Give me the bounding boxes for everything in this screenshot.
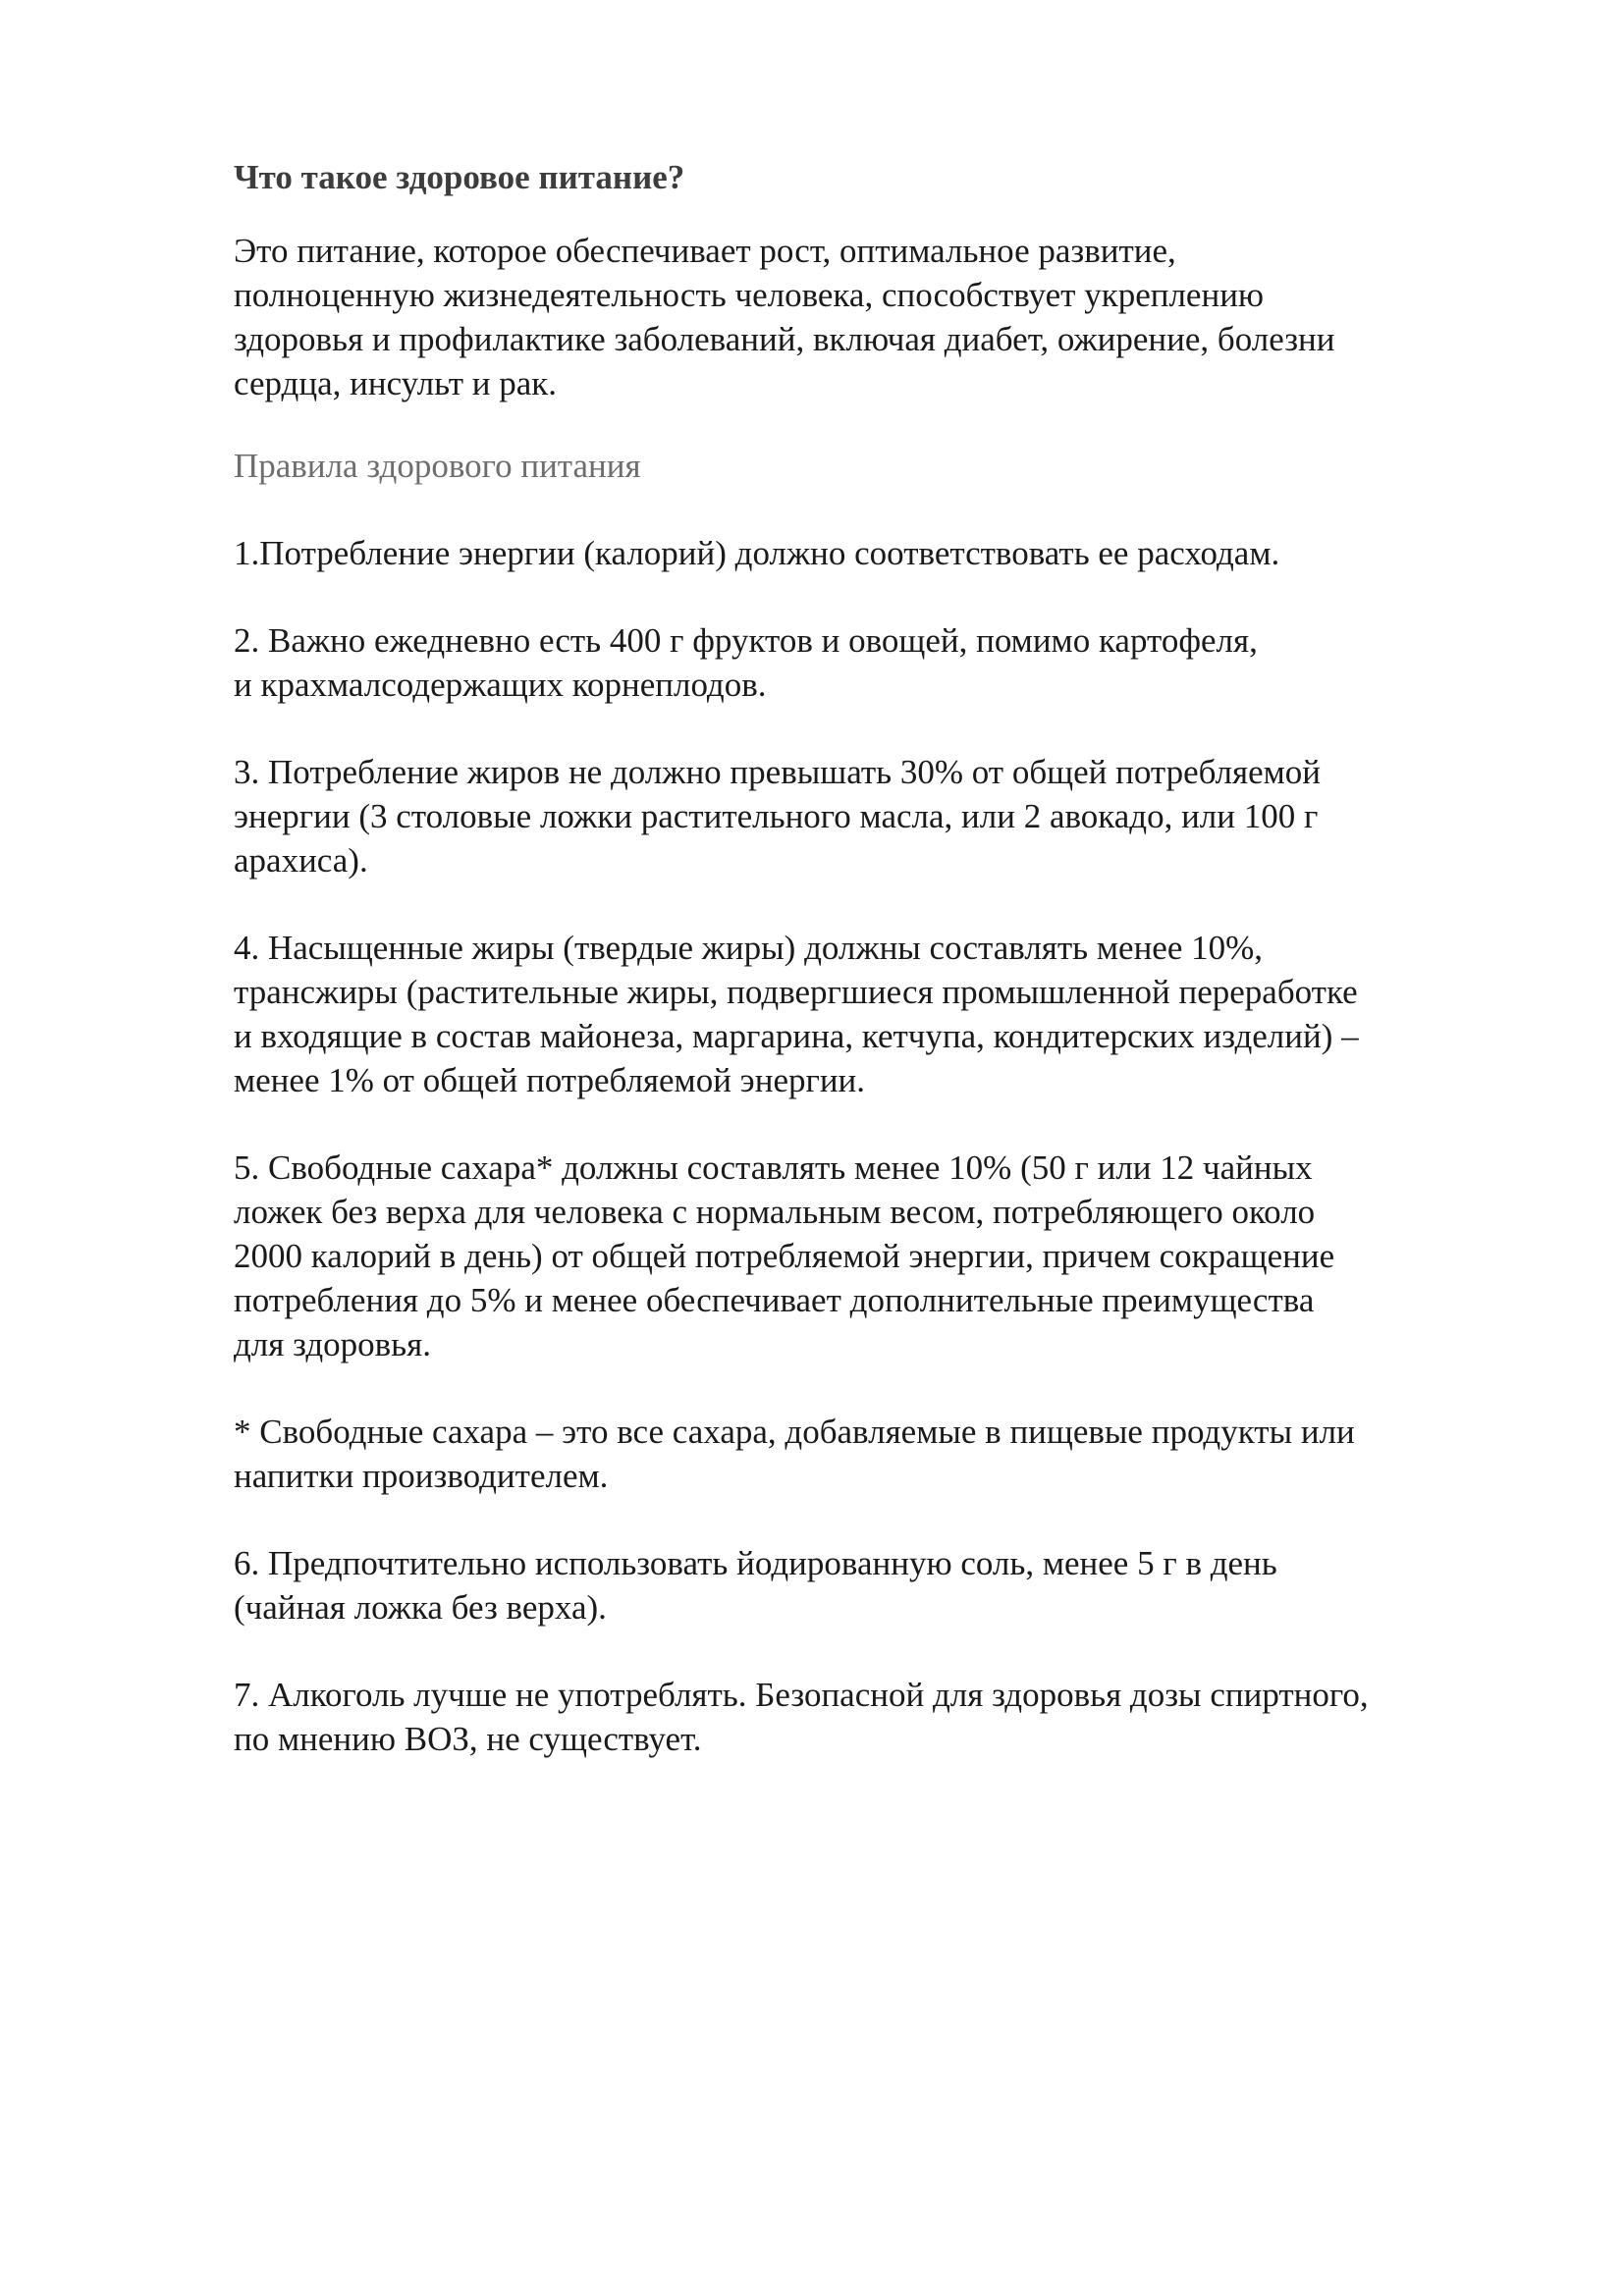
rule-line: 3. Потребление жиров не должно превышать 30% от общей потребляемой	[234, 753, 1322, 791]
intro-paragraph	[234, 229, 1530, 405]
rule-6	[234, 1541, 1530, 1629]
rule-line: потребления до 5% и менее обеспечивает дополнительные преимущества	[234, 1281, 1315, 1319]
rule-line: 4. Насыщенные жиры (твердые жиры) должны составлять менее 10%,	[234, 929, 1264, 967]
rule-line: менее 1% от общей потребляемой энергии.	[234, 1061, 866, 1099]
rule-line: трансжиры (растительные жиры, подвергшиеся промышленной переработке	[234, 973, 1358, 1011]
rule-line: энергии (3 столовые ложки растительного масла, или 2 авокадо, или 100 г	[234, 797, 1319, 835]
rule-line: по мнению ВОЗ, не существует.	[234, 1720, 702, 1758]
rule-7	[234, 1673, 1530, 1761]
rule-5	[234, 1146, 1530, 1366]
footnote-line: напитки производителем.	[234, 1457, 609, 1495]
rule-2	[234, 618, 1530, 707]
intro-line: Это питание, которое обеспечивает рост, оптимальное развитие,	[234, 232, 1176, 270]
intro-line: полноценную жизнедеятельность человека, способствует укреплению	[234, 276, 1265, 314]
rule-3	[234, 750, 1530, 882]
rule-1	[234, 531, 1530, 575]
rule-line: и входящие в состав майонеза, маргарина, кетчупа, кондитерских изделий) –	[234, 1017, 1359, 1055]
document-title: Что такое здоровое питание?	[234, 158, 685, 196]
rule-line: ложек без верха для человека с нормальным весом, потребляющего около	[234, 1193, 1316, 1231]
rule-line: 2. Важно ежедневно есть 400 г фруктов и овощей, помимо картофеля,	[234, 621, 1258, 660]
rule-line: для здоровья.	[234, 1325, 431, 1363]
rule-line: 5. Свободные сахара* должны составлять менее 10% (50 г или 12 чайных	[234, 1148, 1313, 1187]
rule-4	[234, 926, 1530, 1102]
rule-line: и крахмалсодержащих корнеплодов.	[234, 666, 767, 704]
intro-line: сердца, инсульт и рак.	[234, 364, 558, 402]
footnote-line: * Свободные сахара – это все сахара, добавляемые в пищевые продукты или	[234, 1413, 1355, 1451]
rule-line: 7. Алкоголь лучше не употреблять. Безопасной для здоровья дозы спиртного,	[234, 1676, 1369, 1714]
rules-subheading: Правила здорового питания	[234, 447, 641, 485]
rule-line: 2000 калорий в день) от общей потребляемой энергии, причем сокращение	[234, 1237, 1335, 1275]
intro-line: здоровья и профилактике заболеваний, включая диабет, ожирение, болезни	[234, 320, 1335, 358]
document-body	[234, 155, 1530, 1804]
rule-line: арахиса).	[234, 841, 368, 880]
rule-line: (чайная ложка без верха).	[234, 1588, 607, 1627]
sugar-footnote	[234, 1410, 1530, 1498]
rule-line: 6. Предпочтительно использовать йодированную соль, менее 5 г в день	[234, 1544, 1277, 1582]
rule-line: 1.Потребление энергии (калорий) должно соответствовать ее расходам.	[234, 534, 1280, 572]
